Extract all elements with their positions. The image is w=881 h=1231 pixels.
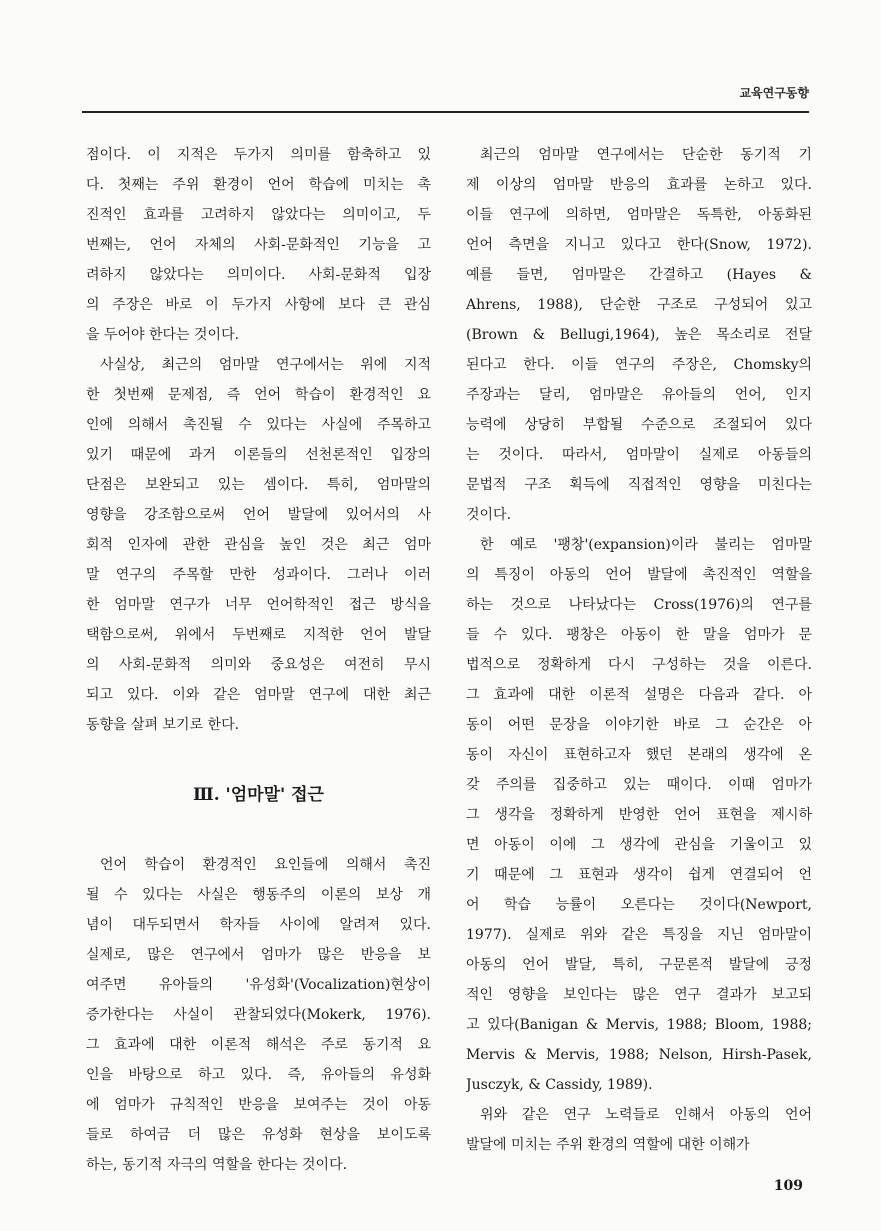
- text-line: 다. 첫째는 주위 환경이 언어 학습에 미치는 촉: [86, 177, 431, 193]
- text-line: 한 첫번째 문제점, 즉 언어 학습이 환경적인 요: [86, 387, 431, 403]
- text-line: 동향을 살펴 보기로 한다.: [86, 717, 240, 733]
- text-line: 념이 대두되면서 학자들 사이에 알려져 있다.: [86, 917, 431, 933]
- text-line: 인에 의해서 촉진될 수 있다는 사실에 주목하고: [86, 417, 431, 433]
- text-line: 예를 들면, 엄마말은 간결하고 (Hayes &: [466, 267, 812, 283]
- text-line: 법적으로 정확하게 다시 구성하는 것을 이른다.: [466, 657, 812, 673]
- text-line: 사실상, 최근의 엄마말 연구에서는 위에 지적: [100, 357, 431, 373]
- text-line: 택함으로써, 위에서 두번째로 지적한 언어 발달: [86, 627, 431, 643]
- text-line: 언어 학습이 환경적인 요인들에 의해서 촉진: [100, 857, 431, 873]
- text-line: 1977). 실제로 위와 같은 특징을 지닌 엄마말이: [466, 927, 812, 943]
- text-line: 에 엄마가 규칙적인 반응을 보여주는 것이 아동: [86, 1097, 431, 1113]
- text-line: 주장과는 달리, 엄마말은 유아들의 언어, 인지: [466, 387, 812, 403]
- text-line: 것이다.: [466, 507, 512, 523]
- right-column: [466, 140, 812, 1160]
- text-line: Jusczyk, & Cassidy, 1989).: [466, 1077, 653, 1093]
- text-line: 되고 있다. 이와 같은 엄마말 연구에 대한 최근: [86, 687, 431, 703]
- text-line: 최근의 엄마말 연구에서는 단순한 동기적 기: [480, 147, 812, 163]
- spacer: [86, 820, 431, 850]
- text-line: 어 학습 능률이 오른다는 것이다(Newport,: [466, 897, 812, 913]
- text-line: 이들 연구에 의하면, 엄마말은 독특한, 아동화된: [466, 207, 812, 223]
- text-line: 하는 것으로 나타났다는 Cross(1976)의 연구를: [466, 597, 812, 613]
- text-line: 실제로, 많은 연구에서 엄마가 많은 반응을 보: [86, 947, 431, 963]
- text-line: 단점은 보완되고 있는 셈이다. 특히, 엄마말의: [86, 477, 431, 493]
- text-line: 고 있다(Banigan & Mervis, 1988; Bloom, 1988;: [466, 1017, 812, 1033]
- text-line: 그 효과에 대한 이론적 설명은 다음과 같다. 아: [466, 687, 812, 703]
- text-line: 능력에 상당히 부합될 수준으로 조절되어 있다: [466, 417, 812, 433]
- text-line: 위와 같은 연구 노력들로 인해서 아동의 언어: [480, 1107, 812, 1123]
- text-line: 증가한다는 사실이 관찰되었다(Mokerk, 1976).: [86, 1007, 431, 1023]
- text-line: 발달에 미치는 주위 환경의 역할에 대한 이해가: [466, 1137, 750, 1153]
- text-line: 동이 자신이 표현하고자 했던 본래의 생각에 온: [466, 747, 812, 763]
- left-column: [86, 140, 431, 1180]
- text-line: 진적인 효과를 고려하지 않았다는 의미이고, 두: [86, 207, 431, 223]
- text-line: 갖 주의를 집중하고 있는 때이다. 이때 엄마가: [466, 777, 812, 793]
- text-line: 을 두어야 한다는 것이다.: [86, 327, 240, 343]
- text-line: 있기 때문에 과거 이론들의 선천론적인 입장의: [86, 447, 431, 463]
- text-line: 한 예로 '팽창'(expansion)이라 불리는 엄마말: [480, 537, 812, 553]
- text-line: 기 때문에 그 표현과 생각이 쉽게 연결되어 언: [466, 867, 812, 883]
- text-line: Mervis & Mervis, 1988; Nelson, Hirsh-Pasek,: [466, 1047, 812, 1063]
- text-line: 된다고 한다. 이들 연구의 주장은, Chomsky의: [466, 357, 812, 373]
- text-line: 문법적 구조 획득에 직접적인 영향을 미친다는: [466, 477, 812, 493]
- text-line: 의 주장은 바로 이 두가지 사항에 보다 큰 관심: [86, 297, 431, 313]
- text-line: 회적 인자에 관한 관심을 높인 것은 최근 엄마: [86, 537, 431, 553]
- spacer: [86, 740, 431, 770]
- text-line: 한 엄마말 연구가 너무 언어학적인 접근 방식을: [86, 597, 431, 613]
- text-line: 는 것이다. 따라서, 엄마말이 실제로 아동들의: [466, 447, 812, 463]
- text-line: 려하지 않았다는 의미이다. 사회-문화적 입장: [86, 267, 431, 283]
- text-line: 그 효과에 대한 이론적 해석은 주로 동기적 요: [86, 1037, 431, 1053]
- text-line: Ahrens, 1988), 단순한 구조로 구성되어 있고: [466, 297, 812, 313]
- text-line: 인을 바탕으로 하고 있다. 즉, 유아들의 유성화: [86, 1067, 431, 1083]
- text-line: 그 생각을 정확하게 반영한 언어 표현을 제시하: [466, 807, 812, 823]
- text-line: 의 사회-문화적 의미와 중요성은 여전히 무시: [86, 657, 431, 673]
- header-rule: [82, 111, 809, 113]
- section-heading: Ⅲ. '엄마말' 접근: [193, 785, 324, 805]
- text-line: 아동의 언어 발달, 특히, 구문론적 발달에 긍정: [466, 957, 812, 973]
- text-line: 말 연구의 주목할 만한 성과이다. 그러나 이러: [86, 567, 431, 583]
- text-line: 번째는, 언어 자체의 사회-문화적인 기능을 고: [86, 237, 431, 253]
- text-line: (Brown & Bellugi,1964), 높은 목소리로 전달: [466, 327, 812, 343]
- text-line: 언어 측면을 지니고 있다고 한다(Snow, 1972).: [466, 237, 812, 253]
- text-line: 들로 하여금 더 많은 유성화 현상을 보이도록: [86, 1127, 431, 1143]
- text-line: 면 아동이 이에 그 생각에 관심을 기울이고 있: [466, 837, 812, 853]
- text-line: 동이 어떤 문장을 이야기한 바로 그 순간은 아: [466, 717, 812, 733]
- text-line: 영향을 강조함으로써 언어 발달에 있어서의 사: [86, 507, 431, 523]
- text-line: 의 특징이 아동의 언어 발달에 촉진적인 역할을: [466, 567, 812, 583]
- page-number: 109: [773, 1178, 803, 1194]
- text-line: 적인 영향을 보인다는 많은 연구 결과가 보고되: [466, 987, 812, 1003]
- text-line: 들 수 있다. 팽창은 아동이 한 말을 엄마가 문: [466, 627, 812, 643]
- text-line: 하는, 동기적 자극의 역할을 한다는 것이다.: [86, 1157, 348, 1173]
- text-line: 될 수 있다는 사실은 행동주의 이론의 보상 개: [86, 887, 431, 903]
- text-line: 점이다. 이 지적은 두가지 의미를 함축하고 있: [86, 147, 431, 163]
- text-line: 여주면 유아들의 '유성화'(Vocalization)현상이: [86, 977, 431, 993]
- text-line: 제 이상의 엄마말 반응의 효과를 논하고 있다.: [466, 177, 812, 193]
- running-header: 교육연구동향: [739, 86, 809, 100]
